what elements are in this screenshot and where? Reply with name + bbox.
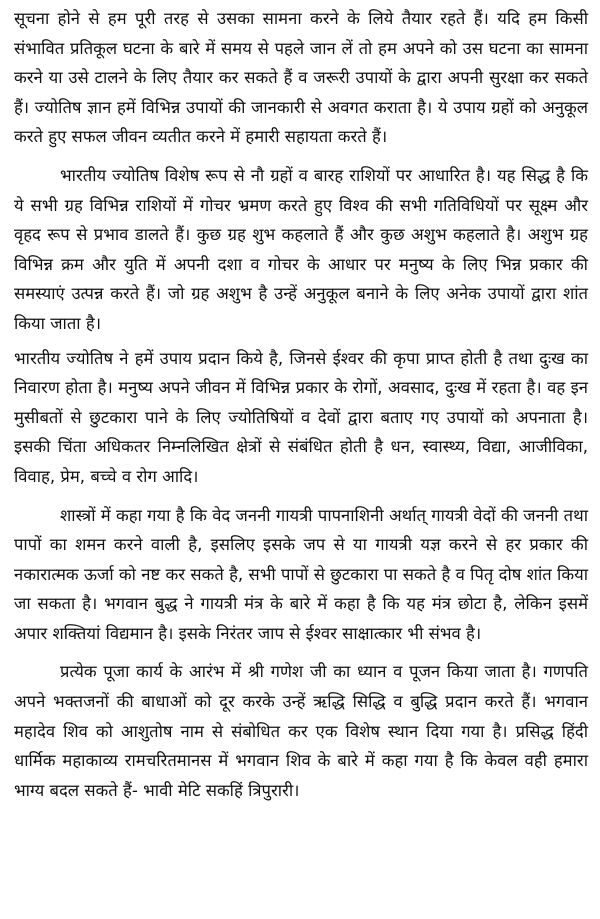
paragraph-ganesh-shiva: प्रत्येक पूजा कार्य के आरंभ में श्री गणेश जी का ध्यान व पूजन किया जाता है। गणपति अपने भक्तजनों की बाधाओं को दूर करके उन्हें ऋद्धि सिद्धि व बुद्धि प्रदान करते हैं। भगवान महादेव शिव को आशुतोष नाम से संबोधित कर एक विशेष स्थान दिया गया है। प्रसिद्ध हिंदी धार्मिक महाकाव्य रामचरितमानस में भगवान शिव के बारे में कहा गया है कि केवल वही हमारा भाग्य बदल सकते हैं- भावी मेटि सकहिं त्रिपुरारी। [14,662,588,800]
paragraph-nine-planets: भारतीय ज्योतिष विशेष रूप से नौ ग्रहों व बारह राशियों पर आधारित है। यह सिद्ध है कि ये सभी ग्रह विभिन्न राशियों में गोचर भ्रमण करते हुए विश्व की सभी गतिविधियों पर सूक्ष्म और वृहद रूप से प्रभाव डालते हैं। कुछ ग्रह शुभ कहलाते हैं और कुछ अशुभ कहलाते है। अशुभ ग्रह विभिन्न क्रम और युति में अपनी दशा व गोचर के आधार पर मनुष्य के लिए भिन्न प्रकार की समस्याएं उत्पन्न करते हैं। जो ग्रह अशुभ है उन्हें अनुकूल बनाने के लिए अनेक उपायों द्वारा शांत किया जाता है। [14,165,588,333]
paragraph-remedies: भारतीय ज्योतिष ने हमें उपाय प्रदान किये है, जिनसे ईश्वर की कृपा प्राप्त होती है तथा दुःख का निवारण होता है। मनुष्य अपने जीवन में विभिन्न प्रकार के रोगों, अवसाद, दुःख में रहता है। वह इन मुसीबतों से छुटकारा पाने के लिए ज्योतिषियों व देवों द्वारा बताए गए उपायों को अपनाता है। इसकी चिंता अधिकतर निम्नलिखित क्षेत्रों से संबंधित होती है धन, स्वास्थ्य, विद्या, आजीविका, विवाह, प्रेम, बच्चे व रोग आदि। [14,348,588,486]
paragraph-gayatri: शास्त्रों में कहा गया है कि वेद जननी गायत्री पापनाशिनी अर्थात् गायत्री वेदों की जननी तथा पापों का शमन करने वाली है, इसलिए इसके जप से या गायत्री यज्ञ करने से हर प्रकार की नकारात्मक ऊर्जा को नष्ट कर सकते है, सभी पापों से छुटकारा पा सकते है व पितृ दोष शांत किया जा सकता है। भगवान बुद्ध ने गायत्री मंत्र के बारे में कहा है कि यह मंत्र छोटा है, लेकिन इसमें अपार शक्तियां विद्यमान है। इसके निरंतर जाप से ईश्वर साक्षात्कार भी संभव है। [14,505,588,643]
paragraph-forewarning: सूचना होने से हम पूरी तरह से उसका सामना करने के लिये तैयार रहते हैं। यदि हम किसी संभावित प्रतिकूल घटना के बारे में समय से पहले जान लें तो हम अपने को उस घटना का सामना करने या उसे टालने के लिए तैयार कर सकते हैं व जरूरी उपायों के द्वारा अपनी सुरक्षा कर सकते हैं। ज्योतिष ज्ञान हमें विभिन्न उपायों की जानकारी से अवगत कराता है। ये उपाय ग्रहों को अनुकूल करते हुए सफल जीवन व्यतीत करने में हमारी सहायता करते हैं। [14,9,588,147]
